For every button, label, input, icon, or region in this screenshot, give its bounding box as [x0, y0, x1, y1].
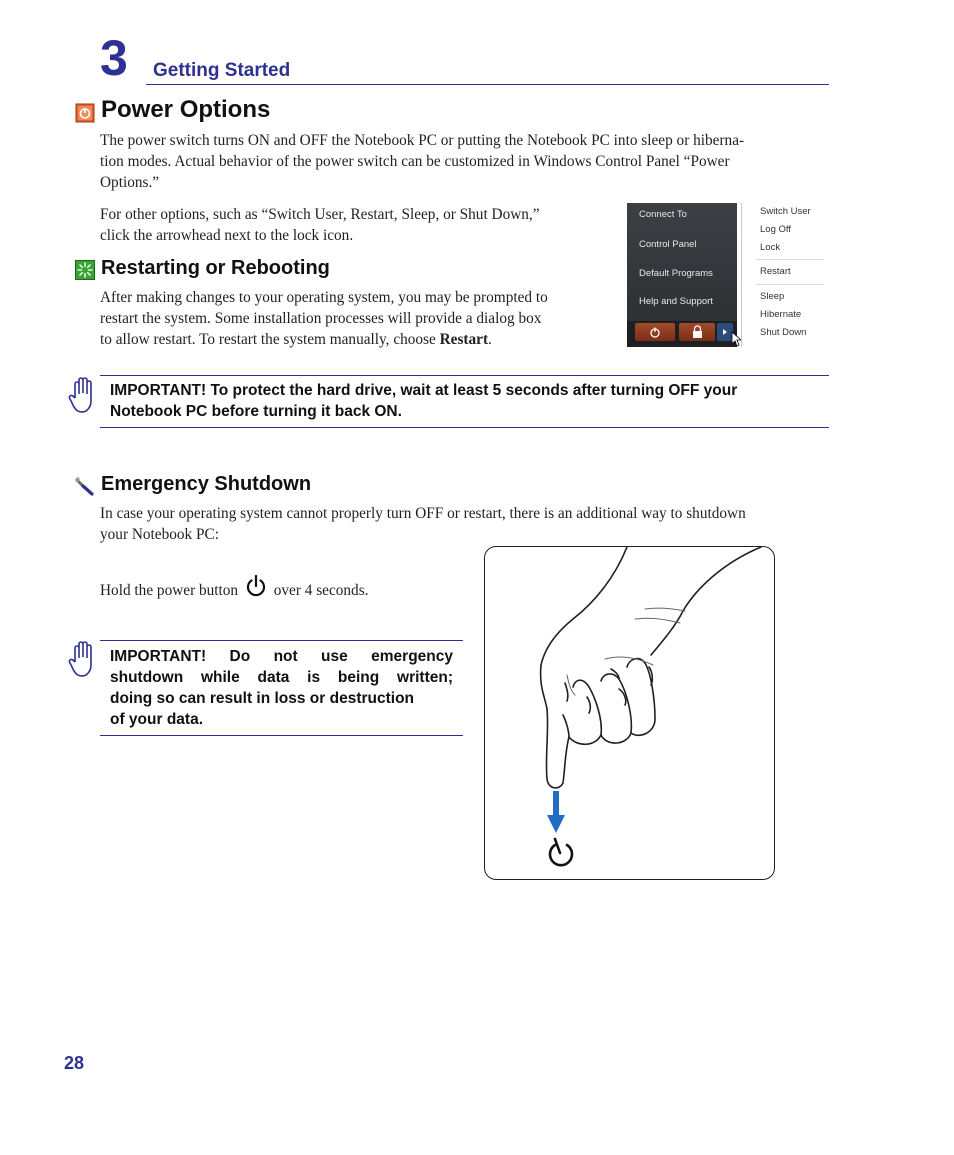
- power-options-paragraph: The power switch turns ON and OFF the Notebook PC or putting the Notebook PC into sleep or hiberna- tion modes. Actual behavior of the power switch can be customized in Windows Control Panel “Power Options.”: [100, 132, 745, 191]
- submenu-separator: [756, 284, 824, 285]
- power-options-icon: [75, 103, 95, 123]
- restart-icon: [75, 260, 95, 280]
- emergency-paragraph: In case your operating system cannot properly turn OFF or restart, there is an additional way to shutdown your Notebook PC:: [100, 505, 746, 543]
- submenu-item-log-off[interactable]: Log Off: [760, 224, 791, 235]
- power-symbol-icon: [550, 839, 572, 865]
- chapter-number: 3: [100, 30, 128, 86]
- start-menu-power-submenu: [741, 203, 829, 347]
- power-icon: [635, 323, 675, 341]
- page-number: 28: [64, 1053, 85, 1073]
- start-menu-item[interactable]: Connect To: [639, 209, 687, 220]
- header-rule: [146, 84, 829, 85]
- hand-illustration-frame: [484, 546, 775, 880]
- important-notice-hard-drive: IMPORTANT! To protect the hard drive, wait at least 5 seconds after turning OFF your Notebook PC before turning it back ON.: [100, 375, 829, 428]
- shutdown-button[interactable]: [635, 323, 675, 341]
- important-notice-emergency: IMPORTANT! Do not use emergency shutdown while data is being written; doing so can result in loss or destruction of your data.: [100, 640, 463, 736]
- hand-warning-icon: [68, 640, 98, 678]
- submenu-item-switch-user[interactable]: Switch User: [760, 206, 811, 217]
- submenu-item-restart[interactable]: Restart: [760, 266, 791, 277]
- submenu-item-sleep[interactable]: Sleep: [760, 291, 785, 302]
- power-button-icon: [244, 574, 268, 598]
- hold-power-instruction: Hold the power button over 4 seconds.: [100, 574, 470, 601]
- start-menu-left-pane: [627, 203, 737, 347]
- restarting-paragraph: After making changes to your operating system, you may be prompted to restart the system. Some installation processes will provide a dialog box to allow restart. To restart the system manually, choose Restart.: [100, 289, 548, 348]
- emergency-shutdown-heading: Emergency Shutdown: [101, 473, 312, 495]
- submenu-separator: [756, 259, 824, 260]
- mouse-cursor-icon: [731, 331, 741, 347]
- submenu-item-hibernate[interactable]: Hibernate: [760, 309, 802, 320]
- arrow-down-icon: [547, 791, 565, 833]
- hand-pressing-power-illustration: [485, 547, 773, 878]
- lock-icon: [679, 323, 715, 341]
- hand-warning-icon: [68, 376, 98, 414]
- start-menu-item[interactable]: Help and Support: [639, 296, 713, 307]
- emergency-shutdown-icon: [74, 475, 96, 497]
- other-options-paragraph: For other options, such as “Switch User, Restart, Sleep, or Shut Down,” click the arrowhead next to the lock icon.: [100, 206, 540, 244]
- restarting-heading: Restarting or Rebooting: [101, 257, 330, 279]
- start-menu-item[interactable]: Default Programs: [639, 268, 713, 279]
- submenu-item-shut-down[interactable]: Shut Down: [760, 327, 807, 338]
- start-menu-item[interactable]: Control Panel: [639, 239, 697, 250]
- submenu-item-lock[interactable]: Lock: [760, 242, 781, 253]
- power-options-heading: Power Options: [101, 96, 271, 123]
- start-menu-screenshot: [627, 203, 829, 347]
- chapter-title: Getting Started: [153, 60, 291, 81]
- lock-button[interactable]: [679, 323, 715, 341]
